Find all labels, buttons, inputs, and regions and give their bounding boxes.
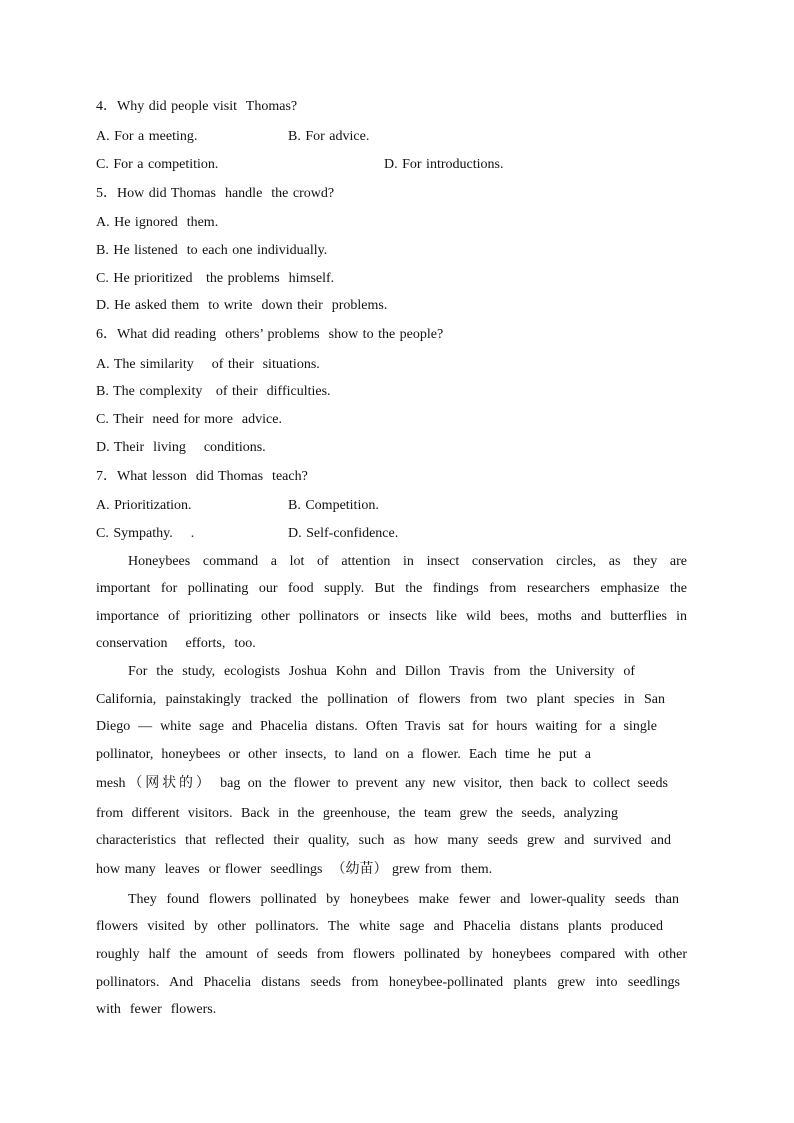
passage-p2-line: California, painstakingly tracked the pollination of flowers from two plant species in San xyxy=(96,692,665,707)
question-5-option-b: B. He listened to each one individually. xyxy=(96,243,328,258)
passage-p1-line: conservation efforts, too. xyxy=(96,636,256,651)
question-7-stem: 7．What lesson did Thomas teach? xyxy=(96,469,308,484)
question-4-option-c: C. For a competition. xyxy=(96,157,219,172)
question-7-option-d: D. Self-confidence. xyxy=(288,526,399,541)
question-4-option-a: A. For a meeting. xyxy=(96,129,198,144)
passage-p2-line: from different visitors. Back in the greenhouse, the team grew the seeds, analyzing xyxy=(96,806,618,821)
passage-p3-line: They found flowers pollinated by honeybees make fewer and lower-quality seeds than xyxy=(128,892,679,907)
passage-p2-line: mesh（网状的） bag on the flower to prevent any new visitor, then back to collect seeds xyxy=(96,776,668,791)
passage-p1-line: importance of prioritizing other pollinators or insects like wild bees, moths and butterflies in xyxy=(96,609,687,624)
passage-p2-line: how many leaves or flower seedlings （幼苗） grew from them. xyxy=(96,862,493,877)
passage-p1-line: important for pollinating our food supply. But the findings from researchers emphasize the xyxy=(96,581,687,596)
question-4-option-d: D. For introductions. xyxy=(384,157,504,172)
question-6-option-c: C. Their need for more advice. xyxy=(96,412,282,427)
passage-p3-line: roughly half the amount of seeds from flowers pollinated by honeybees compared with other xyxy=(96,947,687,962)
passage-p2-line: pollinator, honeybees or other insects, to land on a flower. Each time he put a xyxy=(96,747,591,762)
question-5-option-a: A. He ignored them. xyxy=(96,215,219,230)
question-7-option-b: B. Competition. xyxy=(288,498,379,513)
question-6-option-b: B. The complexity of their difficulties. xyxy=(96,384,331,399)
question-4-stem: 4．Why did people visit Thomas? xyxy=(96,99,298,114)
question-4-option-b: B. For advice. xyxy=(288,129,370,144)
question-5-stem: 5．How did Thomas handle the crowd? xyxy=(96,186,335,201)
passage-p3-line: pollinators. And Phacelia distans seeds from honeybee-pollinated plants grew into seedlings xyxy=(96,975,680,990)
question-6-option-a: A. The similarity of their situations. xyxy=(96,357,320,372)
passage-p1-line: Honeybees command a lot of attention in insect conservation circles, as they are xyxy=(128,554,687,569)
question-6-stem: 6．What did reading others’ problems show to the people? xyxy=(96,327,444,342)
passage-p2-line: For the study, ecologists Joshua Kohn and Dillon Travis from the University of xyxy=(128,664,635,679)
passage-p3-line: with fewer flowers. xyxy=(96,1002,217,1017)
question-7-option-a: A. Prioritization. xyxy=(96,498,192,513)
passage-p3-line: flowers visited by other pollinators. The white sage and Phacelia distans plants produced xyxy=(96,919,663,934)
question-5-option-c: C. He prioritized the problems himself. xyxy=(96,271,335,286)
passage-p2-line: characteristics that reflected their quality, such as how many seeds grew and survived and xyxy=(96,833,671,848)
passage-p2-line: Diego — white sage and Phacelia distans. Often Travis sat for hours waiting for a single xyxy=(96,719,657,734)
question-7-option-c: C. Sympathy. . xyxy=(96,526,195,541)
question-5-option-d: D. He asked them to write down their problems. xyxy=(96,298,388,313)
question-6-option-d: D. Their living conditions. xyxy=(96,440,266,455)
